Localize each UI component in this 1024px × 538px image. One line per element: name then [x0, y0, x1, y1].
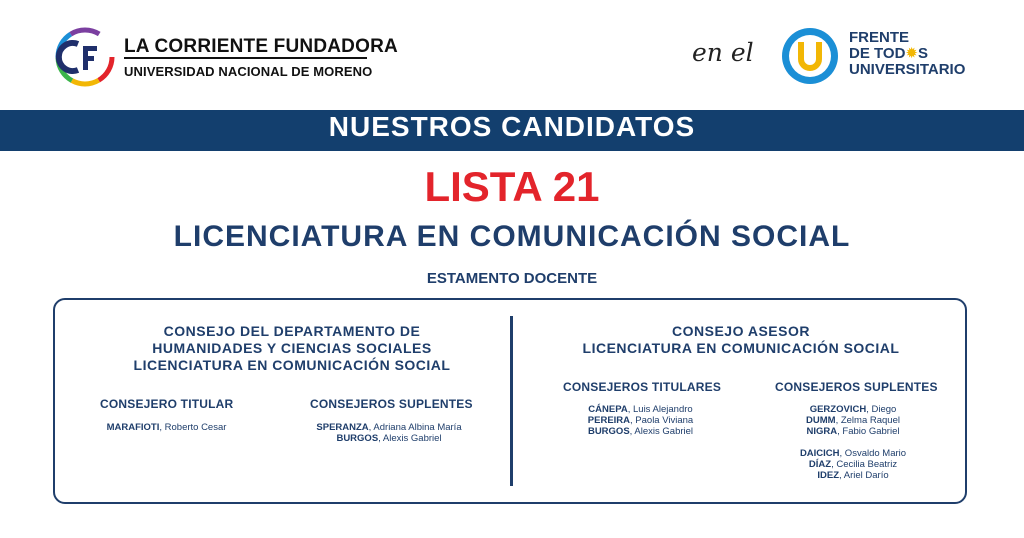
- org-subtitle: UNIVERSIDAD NACIONAL DE MORENO: [124, 64, 373, 79]
- right-titulares-list: [568, 404, 713, 437]
- candidate-surname: BURGOS: [587, 426, 630, 437]
- partner-line-2: [849, 46, 965, 62]
- candidate-entry: [308, 433, 470, 444]
- right-heading-line: CONSEJO ASESOR: [672, 323, 810, 339]
- candidate-surname: MARAFIOTI: [106, 422, 160, 433]
- candidate-name: , Fabio Gabriel: [837, 426, 900, 437]
- left-titular-label: CONSEJERO TITULAR: [100, 397, 234, 411]
- candidate-entry: [788, 404, 918, 415]
- candidate-surname: NIGRA: [806, 426, 838, 437]
- partner-name: [849, 30, 965, 78]
- candidate-surname: CÁNEPA: [588, 404, 628, 415]
- candidate-entry: [788, 415, 918, 426]
- candidate-surname: BURGOS: [336, 433, 379, 444]
- banner-title: NUESTROS CANDIDATOS: [328, 111, 696, 142]
- candidate-entry: [788, 470, 918, 481]
- candidate-name: , Osvaldo Mario: [839, 448, 907, 459]
- candidate-entry: [568, 426, 713, 437]
- candidate-name: , Cecilia Beatriz: [831, 459, 898, 470]
- candidate-name: , Zelma Raquel: [835, 415, 900, 426]
- left-heading-line: LICENCIATURA EN COMUNICACIÓN SOCIAL: [133, 357, 451, 373]
- candidate-entry: [308, 422, 470, 433]
- right-suplentes-list-b: [788, 448, 918, 481]
- right-titulares-label: CONSEJEROS TITULARES: [563, 380, 722, 394]
- candidate-entry: [788, 448, 918, 459]
- left-suplentes-list: [308, 422, 470, 444]
- corriente-fundadora-logo: [54, 26, 116, 88]
- list-number: LISTA 21: [424, 163, 600, 210]
- candidate-surname: DUMM: [806, 415, 836, 426]
- candidate-entry: [788, 426, 918, 437]
- right-heading: [513, 323, 969, 357]
- left-suplentes-label: CONSEJEROS SUPLENTES: [310, 397, 473, 411]
- left-heading-line: HUMANIDADES Y CIENCIAS SOCIALES: [152, 340, 432, 356]
- connector-text: en el: [692, 38, 754, 67]
- partner-line-1: FRENTE: [849, 29, 909, 46]
- candidate-entry: [568, 404, 713, 415]
- org-name: LA CORRIENTE FUNDADORA: [124, 36, 398, 57]
- candidate-name: , Adriana Albina María: [368, 422, 462, 433]
- candidate-surname: IDEZ: [817, 470, 839, 481]
- candidate-entry: [568, 415, 713, 426]
- candidate-entry: [100, 422, 233, 433]
- left-titulares-list: [100, 422, 233, 433]
- left-heading-line: CONSEJO DEL DEPARTAMENTO DE: [163, 323, 421, 339]
- candidate-surname: SPERANZA: [316, 422, 369, 433]
- candidate-name: , Paola Viviana: [630, 415, 694, 426]
- candidate-surname: DÍAZ: [808, 459, 832, 470]
- candidate-name: , Diego: [866, 404, 897, 415]
- right-suplentes-label: CONSEJEROS SUPLENTES: [775, 380, 938, 394]
- partner-line-2a: DE TOD: [849, 45, 906, 62]
- candidate-name: , Alexis Gabriel: [629, 426, 694, 437]
- partner-line-2b: S: [917, 45, 928, 62]
- sun-icon: ✹: [905, 45, 918, 62]
- estamento-label: ESTAMENTO DOCENTE: [426, 270, 598, 287]
- candidate-surname: DAICICH: [799, 448, 840, 459]
- candidate-surname: GERZOVICH: [809, 404, 867, 415]
- partner-line-3: UNIVERSITARIO: [849, 61, 966, 78]
- candidate-name: , Luis Alejandro: [627, 404, 693, 415]
- frente-de-todos-logo: [779, 25, 841, 87]
- candidate-name: , Ariel Darío: [839, 470, 889, 481]
- org-divider: [124, 57, 367, 59]
- candidate-entry: [788, 459, 918, 470]
- candidate-surname: PEREIRA: [587, 415, 631, 426]
- candidate-name: , Roberto Cesar: [159, 422, 227, 433]
- career-title: LICENCIATURA EN COMUNICACIÓN SOCIAL: [173, 220, 851, 253]
- right-heading-line: LICENCIATURA EN COMUNICACIÓN SOCIAL: [582, 340, 900, 356]
- right-suplentes-list-a: [788, 404, 918, 437]
- candidate-name: , Alexis Gabriel: [378, 433, 442, 444]
- left-heading: [73, 323, 511, 374]
